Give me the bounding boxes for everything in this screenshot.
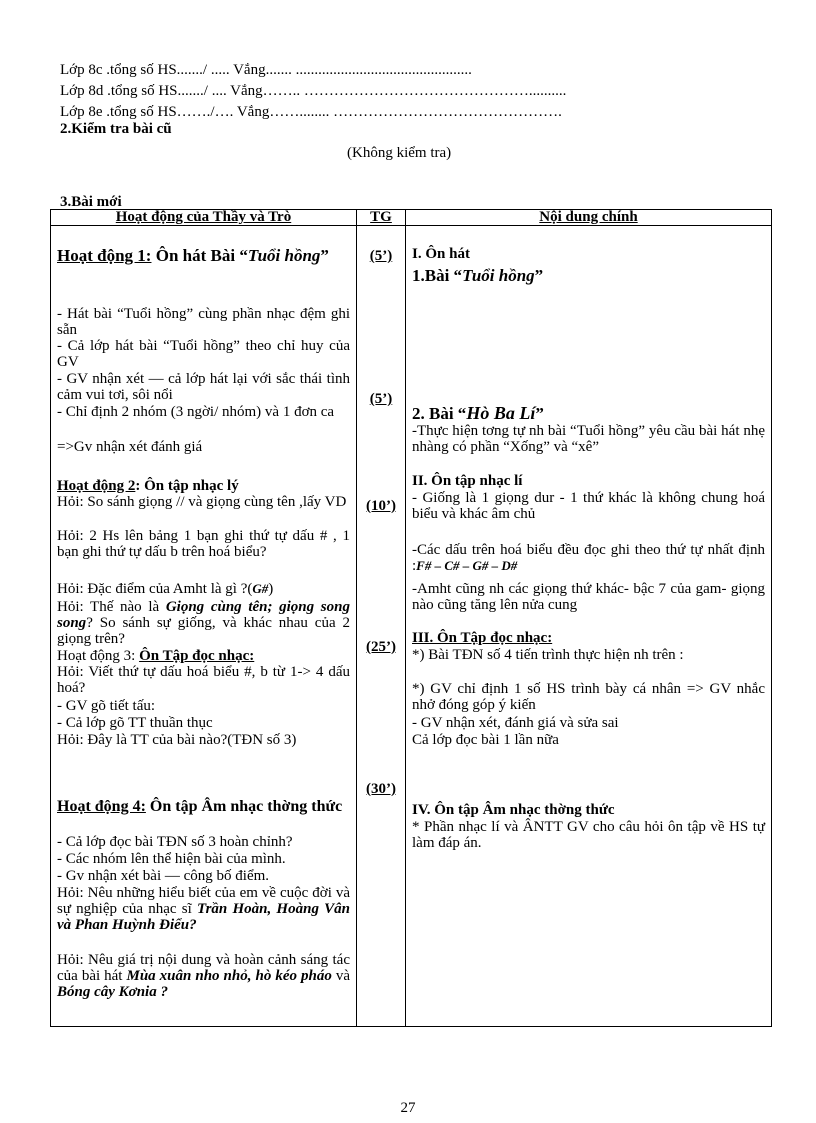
activity-1-step-5: =>Gv nhận xét đánh giá — [57, 439, 203, 455]
activity-2-question-1: Hỏi: So sánh giọng // và giọng cùng tên ,lấy VD — [57, 494, 347, 510]
activity-2-question-3: Hỏi: Đặc điểm của Amht là gì ?(G#) — [57, 581, 274, 597]
activity-2-question-4: Hỏi: Thế nào là Giọng cùng tên; giọng song song? So sánh sự giống, và khác nhau của 2 giọng trên? — [57, 599, 350, 647]
key-signature-formula: F# – C# – G# – D# — [416, 558, 518, 573]
class-line-8e: Lớp 8e .tổng số HS……./…. Vắng……........ ………………………………………. — [60, 104, 562, 120]
content-section-4: IV. Ôn tập Âm nhạc thờng thức — [412, 802, 615, 818]
lesson-table — [50, 209, 772, 1027]
time-5: (30’) — [366, 781, 396, 797]
content-reading-4: Cả lớp đọc bài 1 lần nữa — [412, 732, 559, 748]
activity-4-step-1: - Cả lớp đọc bài TĐN số 3 hoàn chỉnh? — [57, 834, 293, 850]
activity-1-heading: Hoạt động 1: Ôn hát Bài “Tuổi hồng” — [57, 246, 329, 265]
time-4: (25’) — [366, 639, 396, 655]
activity-3-question-2: Hỏi: Đây là TT của bài nào?(TĐN số 3) — [57, 732, 297, 748]
content-section-3: III. Ôn Tập đọc nhạc: — [412, 630, 553, 646]
activity-1-step-1: - Hát bài “Tuổi hồng” cùng phần nhạc đệm ghi sẵn — [57, 306, 350, 338]
content-section-2: II. Ôn tập nhạc lí — [412, 473, 523, 489]
content-song-2-note: -Thực hiện tơng tự nh bài “Tuổi hồng” yêu cầu bài hát nhẹ nhàng có phần “Xống” và “xê” — [412, 423, 765, 455]
content-cell — [406, 226, 772, 1027]
activity-1-step-4: - Chỉ định 2 nhóm (3 ngời/ nhóm) và 1 đơn ca — [57, 404, 335, 420]
page-number: 27 — [400, 1100, 416, 1116]
section-2-heading: 2.Kiểm tra bài cũ — [60, 121, 172, 137]
activity-1-step-3: - GV nhận xét — cả lớp hát lại với sắc thái tình cảm vui tơi, sôi nổi — [57, 371, 350, 403]
content-song-1: 1.Bài “Tuổi hồng” — [412, 266, 544, 285]
content-reading-2: *) GV chỉ định 1 số HS trình bày cá nhân => GV nhắc nhở đóng góp ý kiến — [412, 681, 765, 713]
activity-4-question-1: Hỏi: Nêu những hiểu biết của em về cuộc đời và sự nghiệp của nhạc sĩ Trần Hoàn, Hoàng Vân và Phan Huỳnh Điểu? — [57, 885, 350, 933]
activity-3-step-2: - Cả lớp gõ TT thuần thục — [57, 715, 213, 731]
activity-3-question-1: Hỏi: Viết thứ tự dấu hoá biểu #, b từ 1-> 4 dấu hoá? — [57, 664, 350, 696]
class-line-8d: Lớp 8d .tổng số HS......./ .... Vắng…….. ……………………………………….......... — [60, 83, 567, 99]
content-section-1: I. Ôn hát — [412, 246, 470, 262]
time-cell — [357, 226, 406, 1027]
content-reading-3: - GV nhận xét, đánh giá và sửa sai — [412, 715, 619, 731]
activity-4-heading: Hoạt động 4: Ôn tập Âm nhạc thờng thức — [57, 798, 343, 815]
col-header-time: TG — [357, 210, 406, 226]
activity-3-step-1: - GV gõ tiết tấu: — [57, 698, 156, 714]
section-3-heading: 3.Bài mới — [60, 194, 122, 210]
col-header-content: Nội dung chính — [406, 210, 772, 226]
content-theory-1: - Giống là 1 giọng dur - 1 thứ khác là không chung hoá biểu và khác âm chủ — [412, 490, 765, 522]
activity-4-step-2: - Các nhóm lên thể hiện bài của mình. — [57, 851, 286, 867]
activity-2-question-2: Hỏi: 2 Hs lên bảng 1 bạn ghi thứ tự dấu # , 1 bạn ghi thứ tự dấu b trên hoá biểu? — [57, 528, 350, 560]
no-check-note: (Không kiểm tra) — [347, 145, 452, 161]
activity-4-step-3: - Gv nhận xét bài — công bố điểm. — [57, 868, 270, 884]
time-2: (5’) — [369, 391, 393, 407]
activity-2-heading: Hoạt động 2: Ôn tập nhạc lý — [57, 478, 239, 494]
activity-1-step-2: - Cả lớp hát bài “Tuổi hồng” theo chỉ huy của GV — [57, 338, 350, 370]
time-3: (10’) — [366, 498, 396, 514]
time-1: (5’) — [369, 248, 393, 264]
col-header-activity: Hoạt động của Thầy và Trò — [51, 210, 357, 226]
activity-4-question-2: Hỏi: Nêu giá trị nội dung và hoàn cảnh sáng tác của bài hát Mùa xuân nho nhỏ, hò kéo pháo và Bóng cây Kơnia ? — [57, 952, 351, 1000]
class-line-8c: Lớp 8c .tổng số HS......./ ..... Vắng....... ............................................... — [60, 62, 472, 78]
activity-cell — [51, 226, 357, 1027]
content-reading-1: *) Bài TĐN số 4 tiến trình thực hiện nh trên : — [412, 647, 684, 663]
content-song-2: 2. Bài “Hò Ba Lí” — [412, 403, 544, 423]
content-theory-3: -Amht cũng nh các giọng thứ khác- bậc 7 của gam- giọng nào cũng tăng lên nửa cung — [412, 581, 765, 613]
content-appreciation: * Phần nhạc lí và ÂNTT GV cho câu hỏi ôn tập về HS tự làm đáp án. — [412, 819, 765, 851]
activity-3-heading: Hoạt động 3: Ôn Tập đọc nhạc: — [57, 648, 255, 664]
content-theory-2: -Các dấu trên hoá biểu đều đọc ghi theo thứ tự nhất định :F# – C# – G# – D# — [412, 542, 765, 574]
